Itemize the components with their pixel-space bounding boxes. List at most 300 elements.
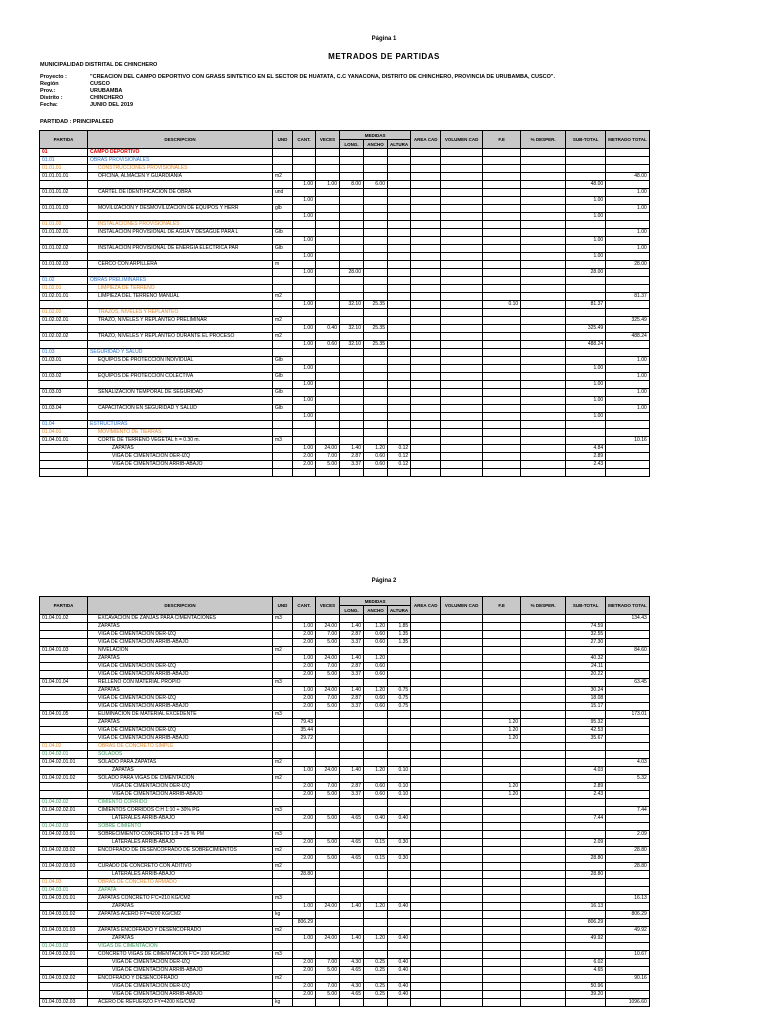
cell-volumen xyxy=(441,703,483,711)
cell-long: 32.10 xyxy=(340,301,364,309)
cell-long xyxy=(340,149,364,157)
cell-subtotal xyxy=(566,951,606,959)
table-row xyxy=(40,413,650,421)
cell-volumen xyxy=(441,405,483,413)
cell-area xyxy=(411,983,441,991)
cell-desper xyxy=(521,277,566,285)
cell-descripcion: SOLADO PARA ZAPATAS xyxy=(88,759,273,767)
cell-descripcion: CAMPO DEPORTIVO xyxy=(88,149,273,157)
cell-volumen xyxy=(441,863,483,871)
cell-descripcion: ENCOFRADO Y DESENCOFRADO xyxy=(88,975,273,983)
table-row xyxy=(40,999,650,1007)
document-title: METRADOS DE PARTIDAS xyxy=(328,52,440,61)
cell-cant: 1.00 xyxy=(293,655,316,663)
cell-altura xyxy=(388,951,411,959)
cell-area xyxy=(411,775,441,783)
cell-und: m2 xyxy=(273,775,293,783)
cell-fe xyxy=(483,703,521,711)
cell-partida xyxy=(40,983,88,991)
cell-metrado-total xyxy=(606,461,650,469)
cell-metrado-total xyxy=(606,903,650,911)
cell-area xyxy=(411,791,441,799)
table-row xyxy=(40,213,650,221)
cell-subtotal: 4.03 xyxy=(566,767,606,775)
cell-und xyxy=(273,157,293,165)
cell-cant: 806.29 xyxy=(293,919,316,927)
cell-subtotal: 18.08 xyxy=(566,695,606,703)
cell-cant: 1.00 xyxy=(293,325,316,333)
cell-altura: 0.75 xyxy=(388,687,411,695)
cell-subtotal: 50.96 xyxy=(566,983,606,991)
cell-veces xyxy=(316,847,340,855)
cell-ancho xyxy=(364,863,388,871)
cell-descripcion: ESTRUCTURAS xyxy=(88,421,273,429)
cell-altura xyxy=(388,317,411,325)
cell-partida xyxy=(40,181,88,189)
cell-metrado-total xyxy=(606,687,650,695)
cell-veces xyxy=(316,365,340,373)
cell-und xyxy=(273,149,293,157)
cell-area xyxy=(411,453,441,461)
cell-descripcion: ZAPATAS xyxy=(88,935,273,943)
cell-ancho xyxy=(364,245,388,253)
cell-volumen xyxy=(441,461,483,469)
cell-volumen xyxy=(441,221,483,229)
cell-und xyxy=(273,991,293,999)
cell-subtotal: 20.22 xyxy=(566,671,606,679)
cell-veces: 24.00 xyxy=(316,687,340,695)
cell-altura xyxy=(388,405,411,413)
meta-line xyxy=(40,95,555,102)
cell-und: m3 xyxy=(273,951,293,959)
cell-partida: 01.04.03.01.03 xyxy=(40,927,88,935)
cell-veces xyxy=(316,293,340,301)
cell-altura xyxy=(388,189,411,197)
cell-subtotal: 806.29 xyxy=(566,919,606,927)
cell-altura: 0.75 xyxy=(388,703,411,711)
cell-metrado-total xyxy=(606,349,650,357)
cell-descripcion: INSTALACION PROVISIONAL DE ENERGIA ELECTRICA PAR xyxy=(88,245,273,253)
cell-area xyxy=(411,999,441,1007)
cell-long xyxy=(340,237,364,245)
cell-ancho xyxy=(364,333,388,341)
cell-area xyxy=(411,823,441,831)
cell-descripcion: NIVELACION xyxy=(88,647,273,655)
cell-ancho: 0.60 xyxy=(364,631,388,639)
cell-long xyxy=(340,173,364,181)
cell-desper xyxy=(521,855,566,863)
cell-ancho: 0.60 xyxy=(364,671,388,679)
cell-veces xyxy=(316,775,340,783)
cell-area xyxy=(411,855,441,863)
meta-line xyxy=(40,81,555,88)
cell-partida: 01.04.03.02.02 xyxy=(40,975,88,983)
cell-volumen xyxy=(441,253,483,261)
cell-subtotal xyxy=(566,999,606,1007)
cell-fe xyxy=(483,983,521,991)
cell-veces xyxy=(316,333,340,341)
cell-volumen xyxy=(441,469,483,477)
cell-area xyxy=(411,991,441,999)
cell-cant: 1.00 xyxy=(293,213,316,221)
cell-cant: 29.72 xyxy=(293,735,316,743)
cell-partida: 01.04.01 xyxy=(40,429,88,437)
col-header-subtotal: SUB-TOTAL xyxy=(566,131,606,149)
cell-cant xyxy=(293,149,316,157)
cell-veces xyxy=(316,349,340,357)
table-row xyxy=(40,405,650,413)
cell-long xyxy=(340,615,364,623)
table-row xyxy=(40,695,650,703)
meta-line xyxy=(40,102,555,109)
cell-subtotal: 32.55 xyxy=(566,631,606,639)
cell-fe xyxy=(483,309,521,317)
cell-metrado-total: 325.49 xyxy=(606,317,650,325)
cell-metrado-total xyxy=(606,149,650,157)
cell-long xyxy=(340,261,364,269)
cell-subtotal xyxy=(566,469,606,477)
cell-subtotal xyxy=(566,799,606,807)
cell-metrado-total xyxy=(606,855,650,863)
cell-descripcion xyxy=(88,397,273,405)
cell-und: m3 xyxy=(273,895,293,903)
table-row xyxy=(40,341,650,349)
cell-metrado-total xyxy=(606,221,650,229)
cell-und xyxy=(273,959,293,967)
cell-cant xyxy=(293,975,316,983)
cell-metrado-total xyxy=(606,365,650,373)
cell-area xyxy=(411,173,441,181)
cell-fe xyxy=(483,831,521,839)
cell-cant xyxy=(293,261,316,269)
cell-long xyxy=(340,727,364,735)
meta-key: Fecha: xyxy=(40,102,58,108)
cell-subtotal xyxy=(566,437,606,445)
table-row xyxy=(40,935,650,943)
cell-desper xyxy=(521,887,566,895)
cell-und: m xyxy=(273,261,293,269)
cell-fe xyxy=(483,397,521,405)
cell-descripcion: VIGA DE CIMENTACION DER-IZQ xyxy=(88,983,273,991)
cell-subtotal xyxy=(566,149,606,157)
cell-volumen xyxy=(441,229,483,237)
table-row xyxy=(40,663,650,671)
table-row xyxy=(40,285,650,293)
cell-veces: 24.00 xyxy=(316,445,340,453)
table-row xyxy=(40,397,650,405)
cell-subtotal xyxy=(566,943,606,951)
cell-partida: 01.04.03.01 xyxy=(40,887,88,895)
cell-und xyxy=(273,639,293,647)
cell-ancho xyxy=(364,711,388,719)
cell-volumen xyxy=(441,317,483,325)
cell-veces: 7.00 xyxy=(316,695,340,703)
cell-ancho xyxy=(364,807,388,815)
cell-area xyxy=(411,245,441,253)
cell-area xyxy=(411,647,441,655)
cell-metrado-total xyxy=(606,799,650,807)
cell-fe xyxy=(483,245,521,253)
cell-veces xyxy=(316,879,340,887)
cell-fe xyxy=(483,631,521,639)
cell-altura xyxy=(388,847,411,855)
cell-fe xyxy=(483,623,521,631)
cell-partida xyxy=(40,671,88,679)
cell-volumen xyxy=(441,615,483,623)
cell-desper xyxy=(521,839,566,847)
cell-ancho: 0.25 xyxy=(364,983,388,991)
cell-subtotal xyxy=(566,261,606,269)
cell-fe: 0.10 xyxy=(483,301,521,309)
cell-subtotal xyxy=(566,245,606,253)
table-row xyxy=(40,373,650,381)
cell-veces: 5.00 xyxy=(316,855,340,863)
cell-descripcion: VIGA DE CIMENTACION ARRIB-ABAJO xyxy=(88,671,273,679)
cell-subtotal xyxy=(566,429,606,437)
cell-fe xyxy=(483,317,521,325)
cell-altura xyxy=(388,469,411,477)
cell-area xyxy=(411,831,441,839)
cell-descripcion: OBRAS DE CONCRETO ARMADO xyxy=(88,879,273,887)
cell-subtotal: 1.00 xyxy=(566,397,606,405)
cell-altura xyxy=(388,719,411,727)
cell-metrado-total xyxy=(606,253,650,261)
cell-veces xyxy=(316,429,340,437)
cell-metrado-total: 28.80 xyxy=(606,863,650,871)
cell-fe xyxy=(483,639,521,647)
cell-ancho xyxy=(364,719,388,727)
cell-fe xyxy=(483,221,521,229)
cell-subtotal: 1.00 xyxy=(566,197,606,205)
cell-descripcion: CONCRETO VIGAS DE CIMENTACION F'C= 210 KG/CM2 xyxy=(88,951,273,959)
cell-fe xyxy=(483,615,521,623)
table-row xyxy=(40,759,650,767)
cell-altura xyxy=(388,895,411,903)
cell-descripcion: ZAPATAS xyxy=(88,687,273,695)
cell-subtotal xyxy=(566,389,606,397)
cell-altura xyxy=(388,245,411,253)
cell-und xyxy=(273,397,293,405)
cell-metrado-total: 1.00 xyxy=(606,405,650,413)
cell-area xyxy=(411,189,441,197)
cell-volumen xyxy=(441,911,483,919)
cell-area xyxy=(411,213,441,221)
cell-desper xyxy=(521,951,566,959)
cell-partida: 01.04.03 xyxy=(40,879,88,887)
cell-und: m3 xyxy=(273,807,293,815)
cell-desper xyxy=(521,871,566,879)
cell-altura xyxy=(388,871,411,879)
cell-area xyxy=(411,341,441,349)
cell-metrado-total: 1.00 xyxy=(606,245,650,253)
cell-partida: 01.04.02.01.01 xyxy=(40,759,88,767)
cell-ancho xyxy=(364,743,388,751)
cell-area xyxy=(411,895,441,903)
cell-area xyxy=(411,815,441,823)
cell-long xyxy=(340,405,364,413)
table-row xyxy=(40,831,650,839)
table-row xyxy=(40,871,650,879)
cell-altura xyxy=(388,671,411,679)
cell-descripcion: SEÑALIZACION TEMPORAL DE SEGURIDAD xyxy=(88,389,273,397)
cell-cant xyxy=(293,823,316,831)
cell-area xyxy=(411,181,441,189)
cell-ancho xyxy=(364,349,388,357)
cell-metrado-total xyxy=(606,879,650,887)
cell-altura xyxy=(388,735,411,743)
cell-volumen xyxy=(441,727,483,735)
cell-und: m2 xyxy=(273,975,293,983)
cell-subtotal xyxy=(566,357,606,365)
cell-und xyxy=(273,453,293,461)
cell-ancho xyxy=(364,429,388,437)
cell-altura xyxy=(388,149,411,157)
cell-descripcion: CIMIENTOS CORRIDOS C:H 1:10 + 30% PG xyxy=(88,807,273,815)
cell-cant xyxy=(293,469,316,477)
cell-partida xyxy=(40,783,88,791)
cell-volumen xyxy=(441,759,483,767)
cell-ancho xyxy=(364,285,388,293)
cell-und: m2 xyxy=(273,333,293,341)
cell-fe xyxy=(483,799,521,807)
cell-partida: 01.04 xyxy=(40,421,88,429)
cell-partida: 01.01.01 xyxy=(40,165,88,173)
cell-long: 28.00 xyxy=(340,269,364,277)
cell-ancho: 0.25 xyxy=(364,959,388,967)
cell-long: 1.40 xyxy=(340,655,364,663)
cell-area xyxy=(411,807,441,815)
cell-und: m2 xyxy=(273,863,293,871)
cell-descripcion: TRAZO, NIVELES Y REPLANTEO DURANTE EL PROCESO xyxy=(88,333,273,341)
cell-area xyxy=(411,237,441,245)
cell-subtotal xyxy=(566,975,606,983)
table-row xyxy=(40,687,650,695)
meta-line xyxy=(40,74,555,81)
cell-volumen xyxy=(441,783,483,791)
cell-cant: 1.00 xyxy=(293,381,316,389)
cell-desper xyxy=(521,975,566,983)
cell-und xyxy=(273,751,293,759)
cell-desper xyxy=(521,333,566,341)
cell-und: Glb xyxy=(273,405,293,413)
cell-altura xyxy=(388,205,411,213)
cell-partida: 01.03.04 xyxy=(40,405,88,413)
cell-cant: 1.00 xyxy=(293,237,316,245)
cell-und: m3 xyxy=(273,679,293,687)
cell-partida xyxy=(40,695,88,703)
col-header-desper: % DESPER. xyxy=(521,131,566,149)
cell-subtotal: 16.13 xyxy=(566,903,606,911)
cell-partida xyxy=(40,381,88,389)
cell-und: Glb xyxy=(273,245,293,253)
cell-long: 8.00 xyxy=(340,181,364,189)
cell-long xyxy=(340,847,364,855)
cell-cant: 2.00 xyxy=(293,453,316,461)
col-header-altura: ALTURA xyxy=(388,140,411,149)
cell-subtotal xyxy=(566,165,606,173)
cell-area xyxy=(411,469,441,477)
table-row xyxy=(40,253,650,261)
cell-und xyxy=(273,719,293,727)
cell-area xyxy=(411,205,441,213)
cell-fe xyxy=(483,205,521,213)
cell-subtotal: 74.59 xyxy=(566,623,606,631)
cell-cant xyxy=(293,277,316,285)
cell-cant xyxy=(293,951,316,959)
cell-long xyxy=(340,679,364,687)
cell-subtotal xyxy=(566,775,606,783)
cell-volumen xyxy=(441,855,483,863)
cell-und xyxy=(273,429,293,437)
cell-fe xyxy=(483,927,521,935)
cell-metrado-total: 28.80 xyxy=(606,847,650,855)
cell-ancho xyxy=(364,253,388,261)
cell-cant: 79.43 xyxy=(293,719,316,727)
cell-fe xyxy=(483,887,521,895)
table-row xyxy=(40,863,650,871)
cell-subtotal xyxy=(566,879,606,887)
cell-long xyxy=(340,887,364,895)
cell-cant: 2.00 xyxy=(293,959,316,967)
cell-veces xyxy=(316,719,340,727)
cell-long: 2.87 xyxy=(340,783,364,791)
cell-long xyxy=(340,421,364,429)
table-row xyxy=(40,679,650,687)
cell-desper xyxy=(521,205,566,213)
cell-area xyxy=(411,887,441,895)
cell-und: m2 xyxy=(273,927,293,935)
cell-long: 3.37 xyxy=(340,791,364,799)
cell-long xyxy=(340,157,364,165)
cell-fe xyxy=(483,165,521,173)
cell-area xyxy=(411,767,441,775)
col-header-volumen: VOLUMEN CAD xyxy=(441,131,483,149)
cell-ancho: 1.20 xyxy=(364,655,388,663)
cell-partida: 01.02.02.02 xyxy=(40,333,88,341)
cell-fe xyxy=(483,751,521,759)
cell-altura xyxy=(388,261,411,269)
cell-descripcion: INSTALACION PROVISIONAL DE AGUA Y DESAGUE PARA L xyxy=(88,229,273,237)
cell-subtotal xyxy=(566,333,606,341)
cell-descripcion: OBRAS PROVISIONALES xyxy=(88,157,273,165)
col-header-long: LONG. xyxy=(340,606,364,615)
cell-und xyxy=(273,469,293,477)
cell-long xyxy=(340,943,364,951)
cell-ancho xyxy=(364,269,388,277)
cell-metrado-total xyxy=(606,815,650,823)
cell-desper xyxy=(521,365,566,373)
cell-metrado-total xyxy=(606,453,650,461)
cell-desper xyxy=(521,967,566,975)
cell-subtotal: 4.84 xyxy=(566,445,606,453)
cell-long xyxy=(340,807,364,815)
cell-und: Glb xyxy=(273,357,293,365)
cell-partida xyxy=(40,703,88,711)
cell-cant xyxy=(293,895,316,903)
cell-volumen xyxy=(441,623,483,631)
cell-descripcion: VIGA DE CIMENTACION DER-IZQ xyxy=(88,453,273,461)
cell-volumen xyxy=(441,767,483,775)
cell-partida xyxy=(40,453,88,461)
cell-veces xyxy=(316,727,340,735)
cell-desper xyxy=(521,173,566,181)
cell-fe xyxy=(483,357,521,365)
cell-partida: 01.01 xyxy=(40,157,88,165)
cell-area xyxy=(411,735,441,743)
table-row xyxy=(40,975,650,983)
cell-metrado-total xyxy=(606,237,650,245)
table-row xyxy=(40,269,650,277)
